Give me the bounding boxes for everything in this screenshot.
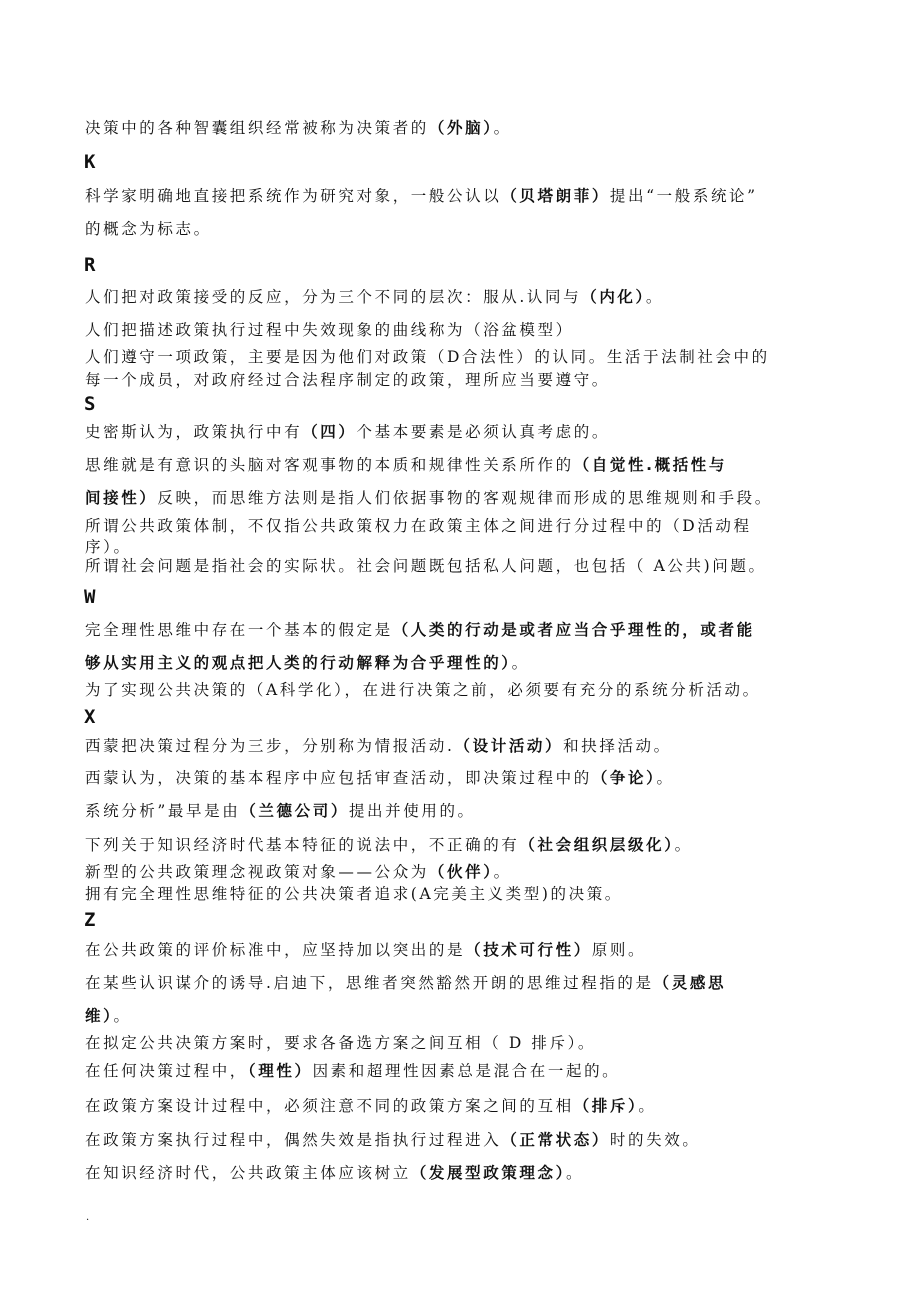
text-line — [85, 488, 858, 508]
line-text: 和抉择活动。 — [563, 737, 672, 755]
line-text: 新型的公共政策理念视政策对象——公众为 — [85, 863, 429, 881]
answer-bold: （伙伴） — [428, 863, 494, 881]
line-text: 。 — [493, 119, 512, 137]
text-line — [85, 287, 858, 307]
text-line — [85, 516, 858, 536]
text-line — [85, 347, 858, 367]
line-text: 下列关于知识经济时代基本特征的说法中，不正确的有 — [85, 836, 520, 854]
line-text: 为了实现公共决策的（A科学化），在进行决策之前，必须要有充分的系统分析活动。 — [85, 681, 761, 699]
answer-bold: （正常状态） — [501, 1131, 610, 1149]
text-line — [85, 680, 858, 700]
text-line — [85, 455, 858, 475]
line-text: 原则。 — [591, 941, 647, 959]
answer-bold: （技术可行性） — [465, 941, 592, 959]
answer-bold: 够从实用主义的观点把人类的行动解释为合乎理性的） — [85, 654, 512, 672]
text-line — [85, 186, 858, 206]
line-text: 。 — [565, 1164, 585, 1182]
text-line — [85, 1163, 858, 1183]
answer-bold: （社会组织层级化） — [519, 836, 675, 854]
answer-bold: 间接性） — [85, 489, 158, 507]
text-line — [85, 768, 858, 788]
section-letter: Z — [84, 909, 96, 931]
line-text: 人们遵守一项政策，主要是因为他们对政策（D合法性）的认同。生活于法制社会中的 — [85, 348, 770, 366]
line-text: 人们把描述政策执行过程中失效现象的曲线称为（浴盆模型） — [85, 321, 574, 339]
text-line — [85, 1096, 858, 1116]
answer-bold: （内化） — [581, 288, 646, 306]
section-letter: R — [84, 254, 96, 276]
line-text: 在政策方案设计过程中，必须注意不同的政策方案之间的互相 — [85, 1097, 574, 1115]
section-letter: K — [84, 151, 96, 173]
line-text: 。 — [493, 863, 512, 881]
answer-bold: （排斥） — [573, 1097, 639, 1115]
text-line — [85, 835, 858, 855]
line-text: 时的失效。 — [609, 1131, 701, 1149]
line-text: 。 — [656, 769, 675, 787]
line-text: 所谓公共政策体制，不仅指公共政策权力在政策主体之间进行分过程中的（D活动程 — [85, 517, 752, 535]
answer-bold: （设计活动） — [454, 737, 564, 755]
line-text: 提出“一般系统论” — [609, 187, 758, 205]
line-text: 拥有完全理性思维特征的公共决策者追求(A完美主义类型)的决策。 — [85, 885, 623, 903]
line-text: 序）。 — [85, 538, 132, 556]
text-line — [85, 1006, 858, 1026]
answer-bold: （贝塔朗菲） — [501, 187, 610, 205]
line-text: 在某些认识谋介的诱导.启迪下，思维者突然豁然开朗的思维过程指的是 — [85, 974, 654, 992]
text-line — [85, 370, 858, 390]
text-line — [85, 556, 858, 576]
line-text: 。 — [645, 288, 664, 306]
line-text: 反映，而思维方法则是指人们依据事物的客观规律而形成的思维规则和手段。 — [157, 489, 773, 507]
text-line — [85, 653, 858, 673]
text-line — [85, 801, 858, 821]
text-line — [85, 1061, 858, 1081]
line-text: 西蒙认为，决策的基本程序中应包括审查活动，即决策过程中的 — [85, 769, 592, 787]
answer-bold: （争论） — [591, 769, 657, 787]
answer-bold: （人类的行动是或者应当合乎理性的，或者能 — [392, 621, 755, 639]
text-line — [85, 973, 858, 993]
line-text: 科学家明确地直接把系统作为研究对象，一般公认以 — [85, 187, 502, 205]
line-text: 在知识经济时代，公共政策主体应该树立 — [85, 1164, 411, 1182]
text-line — [85, 884, 858, 904]
line-text: 每一个成员，对政府经过合法程序制定的政策，理所应当要遵守。 — [85, 371, 610, 389]
text-line — [85, 537, 858, 557]
answer-bold: （理性） — [247, 1062, 313, 1080]
line-text: 因素和超理性因素总是混合在一起的。 — [312, 1062, 621, 1080]
answer-bold: （发展型政策理念） — [410, 1164, 566, 1182]
line-text: 在公共政策的评价标准中，应坚持加以突出的是 — [85, 941, 466, 959]
text-line — [85, 1130, 858, 1150]
answer-bold: （兰德公司） — [240, 802, 349, 820]
line-text: 提出并使用的。 — [348, 802, 476, 820]
line-text: 思维就是有意识的头脑对客观事物的本质和规律性关系所作的 — [85, 456, 574, 474]
line-text: 。 — [674, 836, 693, 854]
answer-bold: （自觉性.概括性与 — [573, 456, 727, 474]
text-line — [85, 118, 858, 138]
line-text: 的概念为标志。 — [85, 220, 212, 238]
line-text: 在拟定公共决策方案时，要求各备选方案之间互相（ D 排斥）。 — [85, 1034, 597, 1052]
answer-bold: （四） — [302, 423, 357, 441]
text-line — [85, 320, 858, 340]
line-text: 。 — [638, 1097, 657, 1115]
line-text: 人们把对政策接受的反应，分为三个不同的层次：服从.认同与 — [85, 288, 582, 306]
line-text: 决策中的各种智囊组织经常被称为决策者的 — [85, 119, 429, 137]
line-text: 完全理性思维中存在一个基本的假定是 — [85, 621, 393, 639]
section-letter: S — [84, 393, 96, 415]
line-text: 个基本要素是必须认真考虑的。 — [356, 423, 610, 441]
answer-bold: （灵感思 — [653, 974, 727, 992]
text-line — [85, 940, 858, 960]
answer-bold: （外脑） — [428, 119, 494, 137]
text-line — [85, 862, 858, 882]
line-text: 在政策方案执行过程中，偶然失效是指执行过程进入 — [85, 1131, 502, 1149]
section-letter: W — [84, 586, 96, 608]
text-line — [85, 422, 858, 442]
footer-mark: . — [86, 1212, 90, 1223]
line-text: 。 — [113, 1007, 132, 1025]
line-text: 在任何决策过程中， — [85, 1062, 248, 1080]
text-line — [85, 1033, 858, 1053]
answer-bold: 维） — [85, 1007, 114, 1025]
line-text: 史密斯认为，政策执行中有 — [85, 423, 303, 441]
text-line — [85, 736, 858, 756]
line-text: 西蒙把决策过程分为三步，分别称为情报活动. — [85, 737, 455, 755]
line-text: 。 — [511, 654, 530, 672]
text-line — [85, 620, 858, 640]
line-text: 系统分析”最早是由 — [85, 802, 241, 820]
line-text: 所谓社会问题是指社会的实际状。社会问题既包括私人问题，也包括（ A公共)问题。 — [85, 557, 767, 575]
section-letter: X — [84, 706, 96, 728]
text-line — [85, 219, 858, 239]
